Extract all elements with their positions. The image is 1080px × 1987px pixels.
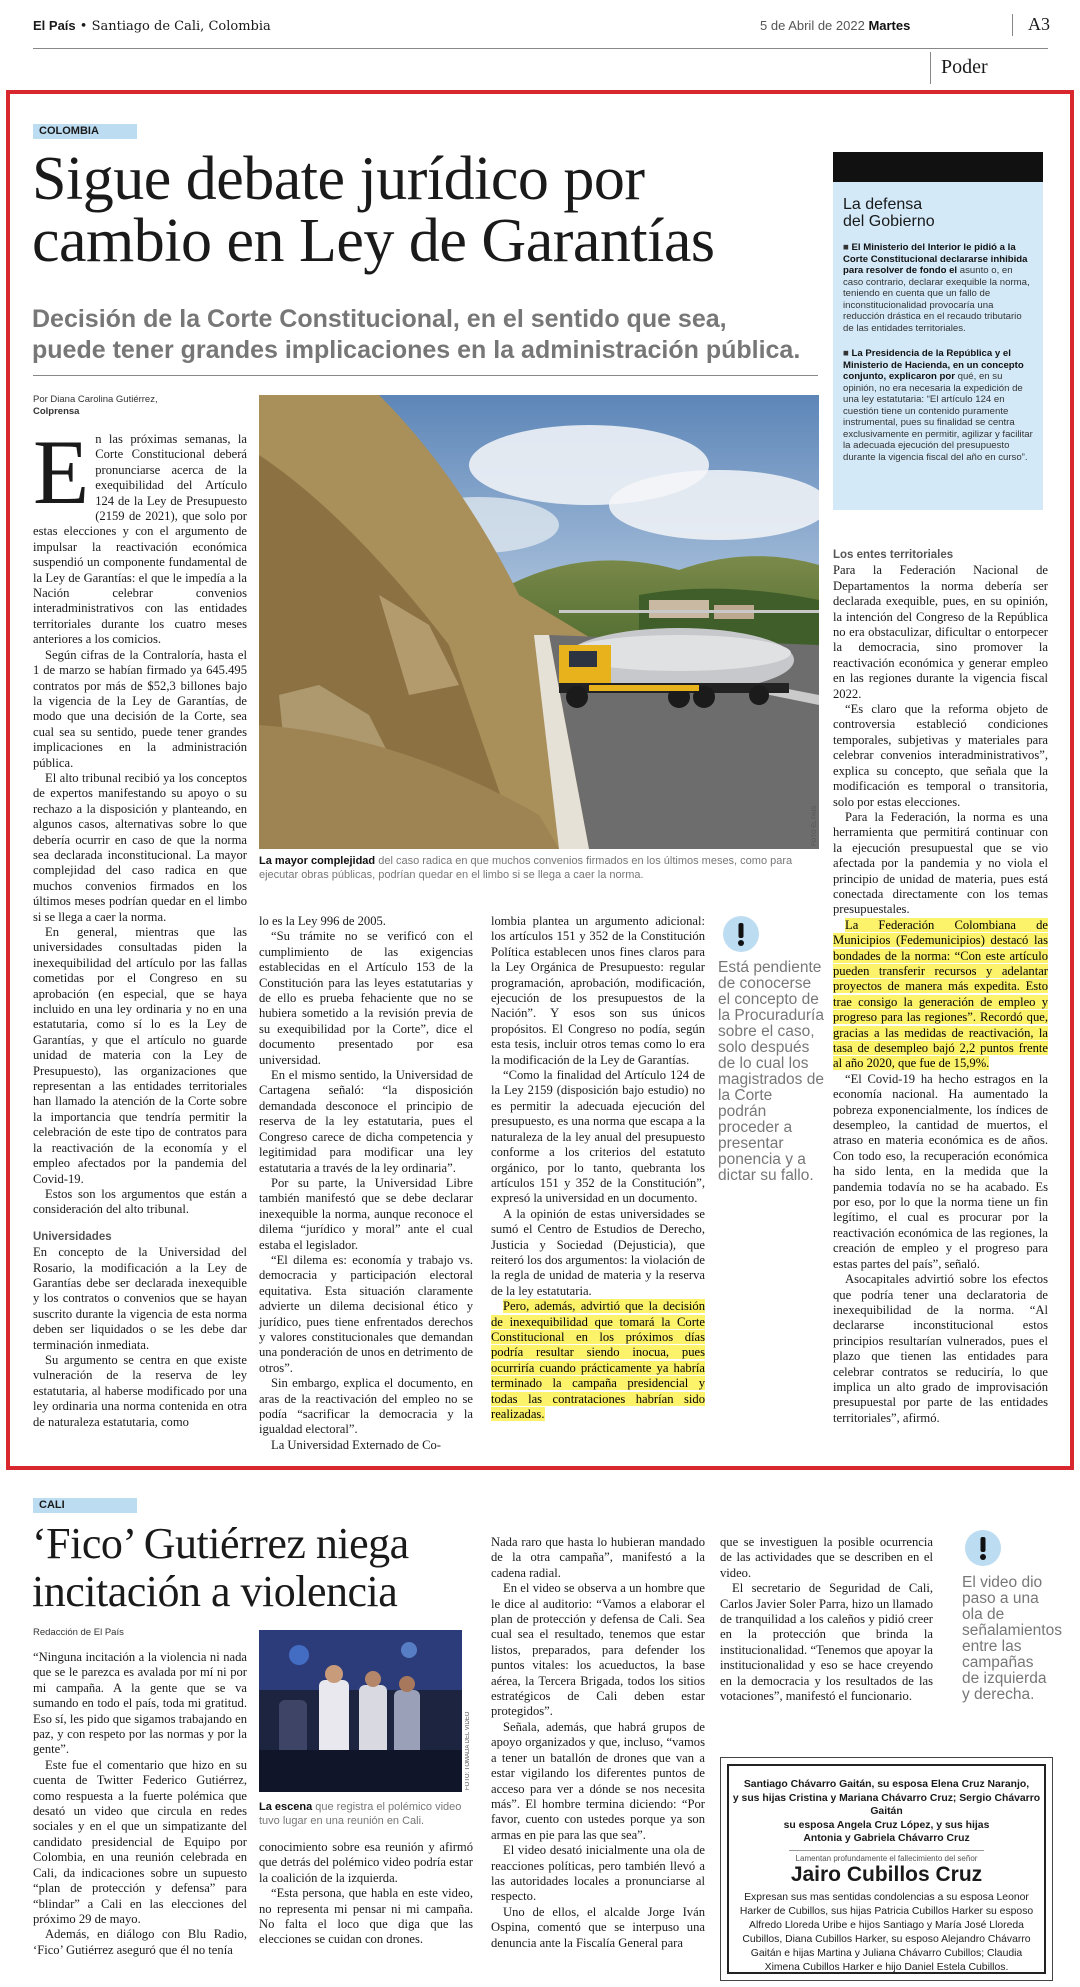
section-kicker: COLOMBIA: [33, 124, 137, 139]
headline-line-2: cambio en Ley de Garantías: [32, 207, 715, 275]
deck-line-2: puede tener grandes implicaciones en la administración pública.: [32, 336, 801, 364]
paragraph: El secretario de Seguridad de Cali, Carlos Javier Soler Parra, hizo un llamado de tranquilidad a los caleños y pidió creer en la protección que brinda la institucionalidad. “Tenemos que apoyar la institucionalidad y eso se hace creyendo en la democracia y los resultados de las votaciones”, manifestó el funcionario.: [720, 1581, 933, 1704]
sidebar-item: ■ La Presidencia de la República y el Ministerio de Hacienda, en un concepto conjunto, explicaron por qué, en su opinión, no era necesaria la expedición de una ley estatutaria: “El artículo 124 en cuestión tiene un contenido puramente instrumental, pues su finalidad se centra exclusivamente en permitir, agilizar y facilitar la adecuada ejecución del presupuesto durante la vigencia fiscal del año en curso”.: [843, 348, 1033, 463]
paragraph: A la opinión de estas universidades se sumó el Centro de Estudios de Derecho, Justicia y Sociedad (Dejusticia), que reiteró los dos argumentos: la violación de la regla de unidad de materia y la reserva de la ley estatutaria.: [491, 1206, 705, 1298]
paragraph: conocimiento sobre esa reunión y afirmó que detrás del polémico video podría estar la coalición de la izquierda.: [259, 1840, 473, 1885]
paragraph: n las próximas semanas, la Corte Constitucional deberá pronunciarse acerca de la exequibilidad del Artículo 124 de la Ley de Presupuesto (2159 de 2021), que solo por estas elecciones y con el argumento de impulsar la reactivación económica suspendió un componente fundamental de la Ley de Garantías: el que le impedía a la Nación celebrar convenios interadministrativos con las entidades territoriales durante los cuatro meses anteriores a los comicios.: [33, 432, 247, 647]
paragraph: “Esta persona, que habla en este video, no representa mi pensar ni mi campaña. No falta el loco que diga que las elecciones se cuidan con drones.: [259, 1886, 473, 1947]
paragraph: Además, en diálogo con Blu Radio, ‘Fico’ Gutiérrez aseguró que él no tenía: [33, 1927, 247, 1957]
sidebar-item-lead: El Ministerio del Interior le pidió a la Corte Constitucional declararse inhibida para resolver de fondo el: [843, 242, 1028, 276]
deck-line-1: Decisión de la Corte Constitucional, en el sentido que sea,: [32, 305, 727, 333]
caption-lead: La mayor complejidad: [259, 855, 376, 867]
paragraph: Nada raro que hasta lo hubieran mandado de la otra campaña”, manifestó a la cadena radial.: [491, 1535, 705, 1580]
paragraph: “Ninguna incitación a la violencia ni nada que se le parezca es avalada por mí ni por mi campaña. A la gente que se va sumando en todo el país, toda mi gratitud. Eso sí, les pido que sigamos trabajando en paz, y con respeto por las normas y por la gente”.: [33, 1650, 247, 1757]
paragraph: Por su parte, la Universidad Libre también manifestó que se debe declarar inexequible la norma, aunque reconoce el dilema “jurídico y moral” ante el cual estaba el legislador.: [259, 1175, 473, 1252]
paragraph: En general, mientras que las universidades consultadas piden la inexequibilidad del artículo por las fallas cometidas por el Congreso en su aprobación (en especial, que se haya incluido en una ley ordinaria y no en una estatutaria, como sí lo es la Ley de Garantías, y que el artículo no guarde unidad de materia con la Ley de Presupuesto), las organizaciones que representan a las entidades territoriales han llamado la atención de la Corte sobre la importancia que tendría permitir la celebración de este tipo de contratos para la reactivación de la economía y el empleo afectados por la pandemia del Covid-19.: [33, 925, 247, 1186]
page-number: A3: [1028, 14, 1050, 34]
meeting-photo: [259, 1630, 462, 1792]
side-note: Está pendiente de conocerse el concepto de la Procuraduría sobre el caso, solo después de lo cual los magistrados de la Corte podrán proceder a presentar ponencia y a dictar su fallo.: [718, 959, 824, 1184]
highlighted-paragraph: Pero, además, advirtió que la decisión de inexequibilidad que tomará la Corte Constitucional en los próximos días podría resultar siendo inocua, pues ocurriría cuando prácticamente ya habría terminado la campaña presidencial y todas las contrataciones habrían sido realizadas.: [491, 1299, 705, 1421]
sidebar-bar: [833, 152, 1043, 182]
sidebar-title: [833, 182, 1043, 238]
deck: [32, 304, 832, 366]
subheading: Los entes territoriales: [833, 549, 954, 561]
paragraph: Según cifras de la Contraloría, hasta el 1 de marzo se habían firmado ya 645.495 contratos por más de $52,3 billones bajo la vigencia de la Ley de Garantías, de modo que una decisión de la Corte, sea cual sea su sentido, puede tener grandes implicaciones en la administración pública.: [33, 647, 247, 770]
obituary-lament: Lamentan profundamente el fallecimiento del señor: [789, 1850, 984, 1863]
exclamation-icon: [723, 916, 759, 952]
article-column-2: [259, 914, 473, 1453]
photo-credit: FOTO: TOMADA DEL VIDEO: [465, 1711, 471, 1790]
section-kicker: CALI: [33, 1498, 137, 1513]
deck-rule: [33, 375, 818, 376]
side-note: El video dio paso a una ola de señalamientos entre las campañas de izquierda y derecha.: [962, 1574, 1062, 1703]
paragraph: En el mismo sentido, la Universidad de Cartagena señaló: “la disposición demandada desconoce el principio de reserva de la ley estatutaria, pues el Congreso carece de dicha competencia y legitimidad para modificar una ley estatutaria a través de la ley ordinaria”.: [259, 1068, 473, 1175]
sidebar-title-1: La defensa: [843, 196, 923, 213]
drop-cap: E: [33, 421, 90, 523]
article-column-3: [491, 1535, 705, 1951]
paragraph: que se investiguen la posible ocurrencia de las actividades que se describen en el video.: [720, 1535, 933, 1580]
paragraph: lo es la Ley 996 de 2005.: [259, 914, 386, 928]
headline: [32, 145, 715, 275]
headline-line-2: incitación a violencia: [32, 1567, 398, 1616]
author: Por Diana Carolina Gutiérrez,: [33, 394, 158, 405]
masthead-left: [33, 18, 271, 34]
family-line: y sus hijas Cristina y Mariana Chávarro Cruz; Sergio Chávarro Gaitán: [732, 1792, 1041, 1817]
obituary-notice: [720, 1757, 1053, 1981]
paragraph: Para la Federación, la norma es una herramienta que permitirá continuar con la ejecución presupuestal que se vio afectada por la pandemia y no viola el principio de unidad de materia, pues está conectada directamente con los temas presupuestales.: [833, 809, 1048, 917]
exclamation-icon: [965, 1530, 1001, 1566]
paragraph: “Su trámite no se verificó con el cumplimiento de las exigencias establecidas en el Artículo 153 de la Constitución para las leyes estatutarias y de ello es prueba fehaciente que no se hubiera sometido a la revisión previa de su exequibilidad por la Corte”, dice el documento presentado por esa universidad.: [259, 929, 473, 1067]
sidebar-item: ■ El Ministerio del Interior le pidió a la Corte Constitucional declararse inhibida para resolver de fondo el asunto o, en caso contrario, declarar exequible la norma, teniendo en cuenta que un fallo de inconstitucionalidad provocaría una reducción drástica en el recaudo tributario de las entidades territoriales.: [843, 242, 1030, 334]
obituary-family: [729, 1778, 1044, 1846]
headline-line-1: ‘Fico’ Gutiérrez niega: [32, 1519, 409, 1568]
obituary-condolences: Expresan sus mas sentidas condolencias a su esposa Leonor Harker de Cubillos, sus hijas Patricia Cubillos Harker su esposo Alfredo Lloreda Uribe e hijos Santiago y María José Lloreda Cubillos, Diana Cubillos Harker, su esposo Alejandro Chávarro Gaitán e hijas Martina y Juliana Chávarro Cubillos; Claudia Ximena Cubillos Harker e hijo Daniel Estela Cubillos.: [739, 1891, 1034, 1973]
article-column-2: [259, 1840, 473, 1948]
photo-caption: [259, 1800, 464, 1828]
highlighted-paragraph: La Federación Colombiana de Municipios (Fedemunicipios) destacó las bondades de la norma: “Con este artículo pueden transferir recursos y adelantar proyectos de manera más expedita. Esto trae consigo la generación de empleo y progreso para las regiones”. Recordó que, gracias a las medidas de reactivación, la tasa de desempleo bajó 2,2 puntos frente al año 2020, que fue de 15,9%.: [833, 917, 1048, 1071]
article-column-4: [833, 548, 1048, 1426]
masthead-date: [760, 18, 910, 33]
sidebar-box: [833, 152, 1043, 510]
paragraph: lombia plantea un argumento adicional: los artículos 151 y 352 de la Constitución Política establecen unos fines claros para la Ley Orgánica de Presupuesto: regular programación, aprobación, modificación, ejecución de los presupuestos de la Nación”. Y esos son sus únicos propósitos. El Congreso no podía, según esta tesis, incluir otros temas como lo era la modificación de la Ley de Garantías.: [491, 914, 705, 1067]
masthead-location: • Santiago de Cali, Colombia: [75, 19, 271, 34]
paragraph: Para la Federación Nacional de Departamentos la norma debería ser declarada exequible, pues, en su opinión, la intención del Congreso de la República no era obstaculizar, dificultar o entorpecer la democracia, sino promover la reactivación económica y generar empleo en las regiones durante la vigencia fiscal 2022.: [833, 563, 1048, 701]
sidebar-item-lead: La Presidencia de la República y el Ministerio de Hacienda, en un concepto conjunto, explicaron por: [843, 348, 1024, 382]
headline-line-1: Sigue debate jurídico por: [32, 145, 645, 213]
paragraph: “Es claro que la reforma objeto de controversia estableció condiciones temporales, subjetivas y materiales para celebrar convenios interadministrativos”, explica su concepto, que señala que la modificación es temporal o transitoria, solo por estas elecciones.: [833, 702, 1048, 809]
article-column-1: [33, 1650, 247, 1958]
paragraph: “Como la finalidad del Artículo 124 de la Ley 2159 (disposición bajo estudio) no es permitir la adecuada ejecución del presupuesto, es una norma que escapa a la naturaleza de la ley anual del presupuesto conforme a los criterios del estatuto orgánico, por lo tanto, quebranta los artículos 151 y 352 de la Constitución”, expresó la universidad en un documento.: [491, 1068, 705, 1206]
paragraph: Uno de ellos, el alcalde Jorge Iván Ospina, comentó que se interpuso una denuncia ante la Fiscalía General para: [491, 1904, 705, 1950]
sidebar-item-text: qué, en su opinión, no era necesaria la expedición de una ley estatutaria: “El artículo 124 en cuestión tiene un contenido puramente instrumental, pues su finalidad se centra exclusivamente en permitir, agilizar y facilitar la adecuada ejecución del presupuesto durante la vigencia fiscal del año en curso”.: [843, 371, 1033, 463]
paragraph: La Universidad Externado de Co-: [271, 1437, 441, 1452]
obituary-inner-border: [727, 1764, 1046, 1974]
caption-lead: La escena: [259, 1801, 313, 1813]
sidebar-item-text: asunto o, en caso contrario, declarar exequible la norma, teniendo en cuenta que un fallo de inconstitucionalidad provocaría una reducción drástica en el recaudo tributario de las entidades territoriales.: [843, 265, 1030, 334]
sidebar-title-2: del Gobierno: [843, 213, 935, 230]
family-line: su esposa Angela Cruz López, y sus hijas: [783, 1819, 990, 1831]
paragraph: El alto tribunal recibió ya los conceptos de expertos manifestando su apoyo o su rechazo a la disposición y planteando, en algunos casos, alternativas sobre lo que debería ocurrir en caso de que la norma sea declarada inconstitucional. La mayor complejidad del caso radica en que muchos convenios firmados en los últimos meses podrían quedar en el limbo si se llega a caer la norma.: [33, 770, 247, 924]
paragraph: En concepto de la Universidad del Rosario, la modificación a la Ley de Garantías debe ser declarada inexequible y los contratos o convenios que se hayan suscrito durante la vigencia de esta norma deben ser liquidados o se les debe dar terminación inmediata.: [33, 1245, 247, 1352]
masthead-rule: [33, 48, 1048, 49]
road-truck-photo: [259, 395, 819, 849]
paragraph: En el video se observa a un hombre que le dice al auditorio: “Vamos a elaborar el plan de protección y defensa de Cali. Sea cual sea el resultado, tenemos que estar listos, preparados, para defender los puntos vitales: los acueductos, la base aérea, la Tercera Brigada, todos los sitios estratégicos de Cali deben estar protegidos”.: [491, 1581, 705, 1719]
paragraph: “El Covid-19 ha hecho estragos en la economía nacional. Ha aumentado la pobreza exponencialmente, los índices de desempleo, la cantidad de muertos, el atraso en materia económica es de años. Con todo eso, la recuperación económica ha sido lenta, en la medida que la pandemia todavía no se ha acabado. Es por eso, por lo que la norma tiene un fin legítimo, el cual es procurar por la reactivación económica de las regiones, la creación de empleo y el progreso para estas partes del país”, señaló.: [833, 1071, 1048, 1271]
paper-name: El País: [33, 18, 76, 33]
paragraph: Señala, además, que habrá grupos de apoyo organizados y que, incluso, “vamos a tener un batallón de drones que van a estar vigilando los diferentes puntos de acceso para ver a dónde se nos necesita más”. El hombre termina diciendo: “Por favor, cuento con ustedes porque ya son armas en pie para las que sea”.: [491, 1719, 705, 1842]
article-column-1: [33, 421, 247, 1430]
paragraph: Su argumento se centra en que existe vulneración de la reserva de ley estatutaria, al haberse modificado por una ley ordinaria una norma contenida en otra de naturaleza estatutaria, como: [33, 1352, 247, 1429]
section-tab: Poder: [930, 52, 1035, 84]
article-photo: [259, 395, 819, 849]
agency: Colprensa: [33, 406, 80, 417]
paragraph: Sin embargo, explica el documento, en aras de la reactivación del empleo no se podía “sacrificar la democracia y la igualdad electoral”.: [259, 1376, 473, 1437]
paragraph: “El dilema es: economía y trabajo vs. democracia y participación electoral equitativa. Esta situación claramente advierte un dilema decisional ético y jurídico, pues tiene enfrentados derechos y valores constitucionales que demandan una ponderación de unos en detrimento de otros”.: [259, 1252, 473, 1375]
date: 5 de Abril de 2022: [760, 18, 865, 33]
byline: [33, 394, 158, 418]
family-line: Antonia y Gabriela Chávarro Cruz: [803, 1833, 970, 1844]
caption-text: que registra el polémico video tuvo lugar en una reunión en Cali.: [259, 1801, 462, 1827]
paragraph: Este fue el comentario que hizo en su cuenta de Twitter Federico Gutiérrez, como respuesta a la fuerte polémica que desató un video que circula en redes sociales y en el que un simpatizante del candidato presidencial de Equipo por Colombia, en una reunión celebrada en Cali, da indicaciones sobre un supuesto “plan de protección y defensa” para “blindar” a Cali en las elecciones del próximo 29 de mayo.: [33, 1757, 247, 1926]
article-column-3: [491, 914, 705, 1422]
article-photo: [259, 1630, 462, 1792]
photo-credit: FOTO EL PAÍS: [812, 805, 818, 846]
photo-caption: [259, 854, 819, 882]
article-column-4: [720, 1535, 933, 1704]
paragraph: Asocapitales advirtió sobre los efectos que podría tener una declaratoria de inexequibilidad de la norma. “Al declararse inconstitucional estos principios resultarían vulnerados, pues el plazo que tienen las entidades para celebrar contratos se reduciría, lo que implica un alto grado de improvisación presupuestal por parte de las entidades territoriales”, afirmó.: [833, 1272, 1048, 1425]
masthead-separator: [1012, 14, 1013, 36]
subheading: Universidades: [33, 1230, 112, 1243]
deceased-name: Jairo Cubillos Cruz: [790, 1862, 983, 1886]
weekday: Martes: [868, 18, 911, 33]
byline: Redacción de El País: [33, 1627, 124, 1638]
family-line: Santiago Chávarro Gaitán, su esposa Elena Cruz Naranjo,: [743, 1779, 1030, 1790]
paragraph: El video desató inicialmente una ola de reacciones políticas, pero también llevó a las autoridades locales a pronunciarse al respecto.: [491, 1843, 705, 1904]
headline: [32, 1520, 409, 1616]
caption-text: del caso radica en que muchos convenios firmados en los últimos meses, como para ejecutar obras públicas, podrían quedar en el limbo si se llega a caer la norma.: [259, 855, 793, 881]
paragraph: Estos son los argumentos que están a consideración del alto tribunal.: [33, 1186, 247, 1217]
